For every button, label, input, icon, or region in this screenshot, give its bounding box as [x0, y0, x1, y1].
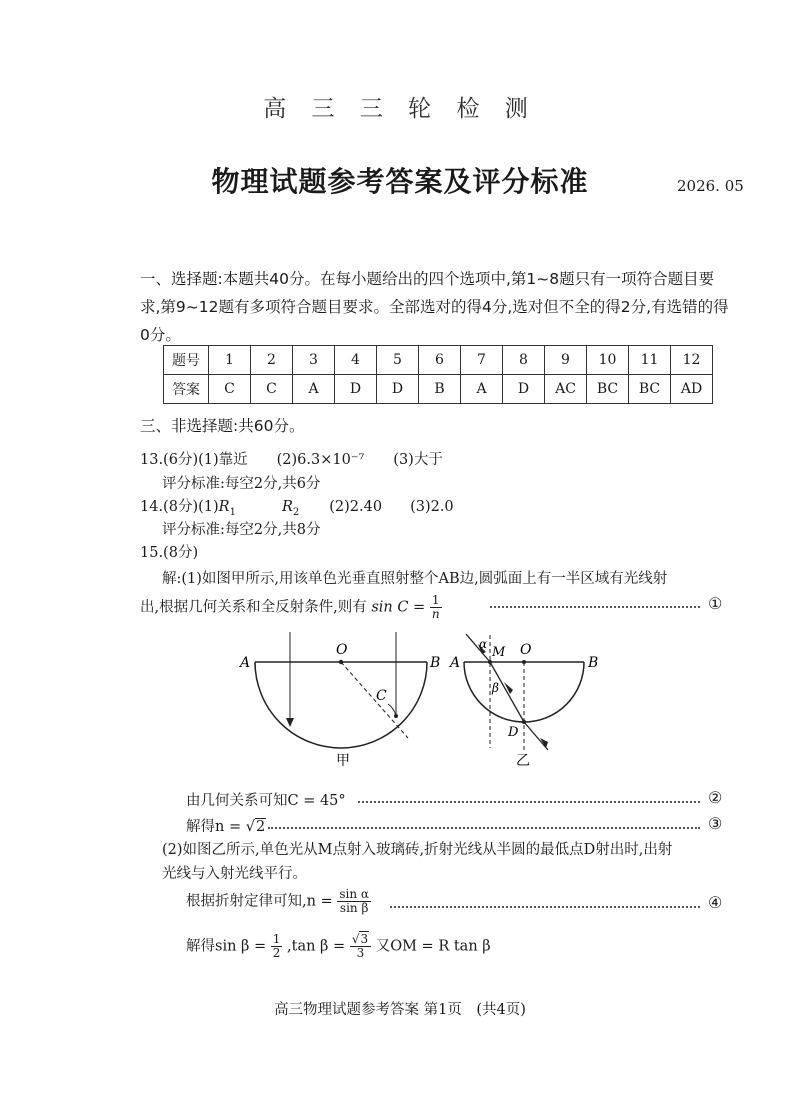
answer-cell: B: [419, 375, 461, 404]
row-label-answer: 答案: [164, 375, 209, 404]
normal-line-dashed: [341, 662, 408, 738]
eq5-denominator-2: 3: [356, 946, 365, 960]
q14-r2: R: [281, 499, 293, 515]
question-number: 5: [377, 346, 419, 375]
answer-cell: AC: [545, 375, 587, 404]
eq5-part-b: ,tan β =: [287, 938, 346, 955]
caption-yi: 乙: [516, 753, 530, 769]
label-b-jia: B: [430, 655, 441, 671]
answer-cell: BC: [629, 375, 671, 404]
row-label-number: 题号: [164, 346, 209, 375]
eq1-fraction: [430, 594, 442, 621]
answer-cell: A: [293, 375, 335, 404]
answer-cell: D: [377, 375, 419, 404]
eq2-text: 由几何关系可知C = 45°: [186, 793, 346, 809]
emergent-ray: [524, 722, 548, 750]
question-number: 9: [545, 346, 587, 375]
answer-cell: A: [461, 375, 503, 404]
mark-3: ③: [708, 814, 723, 833]
question-number: 11: [629, 346, 671, 375]
q15-p1-line2-text: 出,根据几何关系和全反射条件,则有: [140, 599, 367, 616]
eq1-denominator: n: [431, 607, 440, 621]
page-header-title: 高 三 三 轮 检 测: [263, 96, 537, 122]
eq4-fraction: [337, 888, 371, 915]
label-o-jia: O: [336, 642, 348, 658]
figure-semicircles: [230, 630, 599, 780]
answer-cell: BC: [587, 375, 629, 404]
label-c-jia: C: [376, 688, 387, 704]
eq5-fraction-1: [271, 933, 283, 960]
q13-score: 评分标准:每空2分,共6分: [162, 476, 321, 492]
q14-answer: [140, 495, 454, 518]
answer-table-answer-row: [164, 375, 713, 404]
eq5-part-a: 解得sin β =: [186, 938, 267, 955]
question-number: 3: [293, 346, 335, 375]
eq5-line: [186, 933, 491, 960]
q13-answer: 13.(6分)(1)靠近 (2)6.3×10⁻⁷ (3)大于: [140, 452, 443, 468]
mark-2: ②: [708, 788, 723, 807]
label-beta: β: [492, 681, 499, 695]
angle-c-arc: [388, 704, 396, 716]
incidence-point-dot: [394, 714, 398, 718]
dot-leader: [490, 606, 700, 608]
section-choice-instructions: 一、选择题:本题共40分。在每小题给出的四个选项中,第1~8题只有一项符合题目要求,第9~12题有多项符合题目要求。全部选对的得4分,选对但不全的得2分,有选错的得0分。: [140, 270, 729, 344]
question-number: 7: [461, 346, 503, 375]
answer-cell: AD: [671, 375, 713, 404]
question-number: 6: [419, 346, 461, 375]
answer-table: [163, 345, 713, 404]
mark-4: ④: [708, 893, 723, 912]
arrow-head-icon: [286, 718, 294, 727]
answer-table-number-row: [164, 346, 713, 375]
mark-1: ①: [708, 594, 723, 613]
semicircle-arc-jia: [255, 662, 427, 748]
eq1-lhs: sin C =: [371, 599, 426, 616]
eq5-numerator-2: √3: [350, 933, 371, 947]
question-number: 4: [335, 346, 377, 375]
q15-p1-line1: 解:(1)如图甲所示,用该单色光垂直照射整个AB边,圆弧面上有一半区域有光线射: [162, 571, 668, 587]
q14-part3: (3)2.0: [410, 499, 454, 515]
label-o-yi: O: [520, 642, 532, 658]
label-d: D: [508, 725, 519, 740]
label-alpha: α: [479, 637, 488, 651]
figure-jia: [238, 632, 440, 769]
sqrt-sign: √: [245, 819, 255, 835]
answer-cell: D: [503, 375, 545, 404]
q14-r1: R: [218, 499, 230, 515]
q14-score: 评分标准:每空2分,共8分: [162, 522, 321, 538]
q15-p1-line2: [140, 594, 442, 621]
eq5-numerator-1: 1: [272, 932, 281, 946]
q15-p2-line1: (2)如图乙所示,单色光从M点射入玻璃砖,折射光线从半圆的最低点D射出时,出射: [162, 842, 673, 858]
dot-leader: [358, 801, 700, 803]
question-number: 10: [587, 346, 629, 375]
document-date: 2026. 05: [677, 177, 744, 195]
eq4-numerator: sin α: [339, 887, 369, 901]
eq5-part-c: 又OM = R tan β: [375, 938, 491, 955]
question-number: 2: [251, 346, 293, 375]
q14-part2: (2)2.40: [329, 499, 383, 515]
answer-cell: D: [335, 375, 377, 404]
label-a-jia: A: [240, 655, 251, 671]
eq1-numerator: 1: [430, 594, 442, 608]
eq4-denominator: sin β: [339, 901, 369, 915]
eq4-line: [186, 888, 371, 915]
figure-yi: [448, 634, 598, 769]
dot-leader: [390, 906, 700, 908]
eq3-text: 解得n =: [186, 819, 242, 835]
eq5-denominator-1: 2: [272, 946, 281, 960]
q15-p2-line2: 光线与入射光线平行。: [162, 866, 307, 882]
eq5-radicand: 3: [360, 932, 369, 946]
label-a-yi: A: [450, 655, 461, 671]
answer-cell: C: [251, 375, 293, 404]
page-footer: 高三物理试题参考答案 第1页 (共4页): [274, 1002, 526, 1018]
page-title: 物理试题参考答案及评分标准: [211, 165, 589, 198]
eq3-radicand: 2: [255, 819, 266, 835]
question-number: 1: [209, 346, 251, 375]
answer-cell: C: [209, 375, 251, 404]
point-d-dot: [522, 720, 526, 724]
question-number: 8: [503, 346, 545, 375]
dot-leader: [268, 827, 700, 829]
q14-r2-sub: 2: [292, 506, 300, 518]
q14-prefix: 14.(8分)(1): [140, 499, 219, 515]
label-b-yi: B: [588, 655, 599, 671]
question-number: 12: [671, 346, 713, 375]
label-m: M: [492, 645, 506, 660]
q14-r1-sub: 1: [229, 506, 236, 518]
eq5-fraction-2: [350, 933, 371, 960]
eq3-line: [186, 815, 266, 836]
eq4-text: 根据折射定律可知,n =: [186, 893, 333, 910]
q15-heading: 15.(8分): [140, 545, 199, 561]
caption-jia: 甲: [336, 753, 350, 769]
section-nonchoice-heading: 三、非选择题:共60分。: [140, 417, 305, 435]
